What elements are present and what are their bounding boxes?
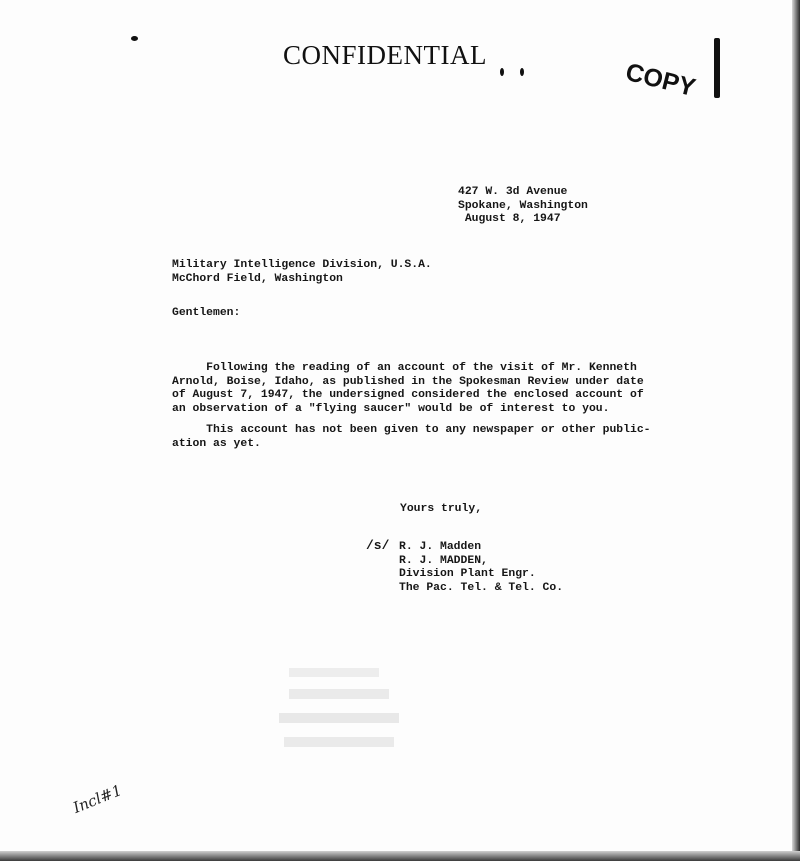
- sender-address: 427 W. 3d Avenue Spokane, Washington August 8, 1947: [458, 186, 588, 225]
- faded-stamp-graphic: [264, 657, 404, 757]
- copy-stamp: COPY: [622, 57, 699, 103]
- scan-speck: [714, 38, 720, 98]
- body-paragraph-2: This account has not been given to any newspaper or other public- ation as yet.: [172, 424, 651, 450]
- signature-mark: /s/: [366, 538, 390, 553]
- faded-stamp-smudge: [290, 675, 430, 775]
- scan-speck: [520, 68, 524, 76]
- closing: Yours truly,: [400, 503, 483, 515]
- body-paragraph-1: Following the reading of an account of the visit of Mr. Kenneth Arnold, Boise, Idaho, as published in the Spokesman Review under date of August 7, 1947, the undersigned considered the enclosed account of an observation of a "flying saucer" would be of interest to you.: [172, 362, 644, 415]
- recipient-address: Military Intelligence Division, U.S.A. McChord Field, Washington: [172, 259, 432, 285]
- salutation: Gentlemen:: [172, 307, 241, 319]
- signature-block: R. J. Madden R. J. MADDEN, Division Plant Engr. The Pac. Tel. & Tel. Co.: [399, 541, 564, 594]
- scan-edge-bottom: [0, 851, 800, 861]
- confidential-stamp-top: CONFIDENTIAL: [283, 40, 487, 70]
- scan-speck: [131, 36, 138, 41]
- handwritten-note: Incl#1: [70, 781, 125, 817]
- scan-edge-right: [792, 0, 800, 861]
- scan-speck: [500, 68, 504, 76]
